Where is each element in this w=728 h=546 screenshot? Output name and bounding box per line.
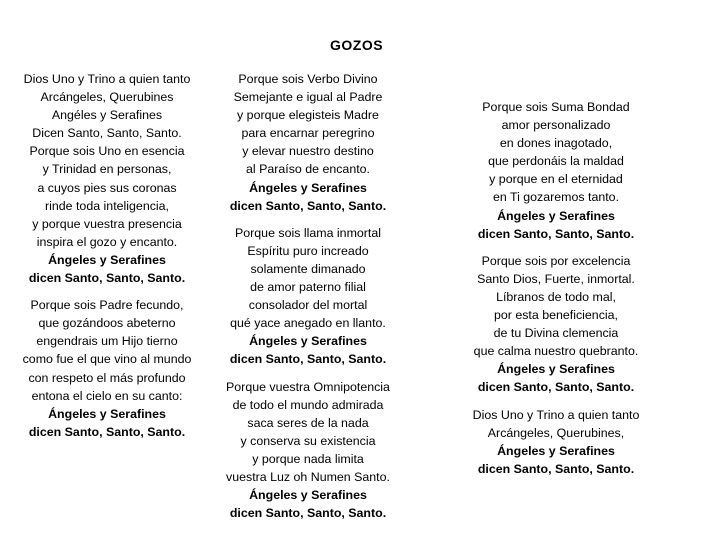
verse-line: Dicen Santo, Santo, Santo. [32, 126, 182, 141]
verse-line: de todo el mundo admirada [232, 397, 384, 412]
verse-line: Santo Dios, Fuerte, inmortal. [477, 271, 635, 286]
verse-line: Semejante e igual al Padre [233, 90, 383, 105]
verse-line: saca seres de la nada [247, 415, 369, 430]
stanza [22, 70, 192, 287]
refrain-line: dicen Santo, Santo, Santo. [28, 271, 186, 286]
verse-line: Porque sois Suma Bondad [482, 100, 630, 114]
refrain-line: Ángeles y Serafines [48, 252, 166, 267]
verse-line: Porque sois por excelencia [481, 253, 631, 268]
stanza [470, 406, 642, 478]
refrain-line: dicen Santo, Santo, Santo. [477, 226, 635, 241]
verse-line: a cuyos pies sus coronas [37, 180, 177, 195]
verse-line: amor personalizado [501, 118, 611, 133]
verse-line: Porque sois Padre fecundo, [30, 298, 184, 313]
verse-line: y porque nada limita [252, 451, 364, 466]
verse-line: Angéles y Serafines [51, 108, 163, 123]
verse-line: y Trinidad en personas, [42, 162, 172, 177]
verse-line: Porque sois llama inmortal [235, 225, 381, 240]
refrain-line: Ángeles y Serafines [497, 208, 615, 223]
refrain-line: dicen Santo, Santo, Santo. [28, 424, 186, 439]
refrain-line: Ángeles y Serafines [249, 180, 367, 195]
verse-line: vuestra Luz oh Numen Santo. [226, 469, 390, 484]
stanza [222, 378, 394, 523]
stanza [222, 70, 394, 215]
verse-line: que gozándoos abeterno [38, 316, 176, 331]
verse-line: en Ti gozaremos tanto. [492, 190, 620, 205]
verse-line: rinde toda inteligencia, [45, 198, 169, 213]
verse-line: consolador del mortal [248, 298, 368, 313]
refrain-line: Ángeles y Serafines [497, 362, 615, 377]
verse-line: para encarnar peregrino [241, 126, 375, 141]
refrain-line: dicen Santo, Santo, Santo. [477, 380, 635, 395]
verse-line: Porque sois Uno en esencia [29, 144, 185, 159]
verse-line: Líbranos de todo mal, [496, 289, 616, 304]
verse-line: al Paraíso de encanto. [246, 162, 370, 177]
refrain-line: Ángeles y Serafines [249, 488, 367, 503]
refrain-line: Ángeles y Serafines [497, 443, 615, 458]
verse-line: entona el cielo en su canto: [31, 388, 183, 403]
verse-line: Arcángeles, Querubines [40, 90, 174, 105]
verse-line: Porque sois Verbo Divino [238, 72, 378, 86]
verse-line: Porque vuestra Omnipotencia [226, 379, 390, 394]
verse-line: qué yace anegado en llanto. [230, 316, 386, 331]
verse-line: y conserva su existencia [240, 433, 376, 448]
stanza [222, 224, 394, 369]
verse-line: y elevar nuestro destino [242, 144, 374, 159]
verse-line: Arcángeles, Querubines, [487, 425, 625, 440]
document-title: GOZOS [330, 37, 384, 53]
column-2 [222, 70, 394, 531]
verse-line: Dios Uno y Trino a quien tanto [472, 407, 640, 422]
verse-line: Dios Uno y Trino a quien tanto [23, 72, 191, 86]
refrain-line: dicen Santo, Santo, Santo. [229, 352, 387, 367]
verse-line: por esta beneficiencia, [494, 308, 618, 323]
verse-line: y porque en el eternidad [489, 172, 623, 187]
column-3 [470, 98, 642, 487]
verse-line: y porque elegisteis Madre [237, 108, 379, 123]
verse-line: de tu Divina clemencia [493, 326, 619, 341]
verse-line: que calma nuestro quebranto. [473, 344, 639, 359]
refrain-line: dicen Santo, Santo, Santo. [229, 506, 387, 521]
refrain-line: dicen Santo, Santo, Santo. [229, 198, 387, 213]
verse-line: de amor paterno filial [250, 280, 366, 295]
verse-line: en dones inagotado, [499, 136, 613, 151]
stanza [22, 296, 192, 441]
verse-line: Espíritu puro increado [247, 243, 369, 258]
verse-line: que perdonáis la maldad [488, 154, 624, 169]
verse-line: inspira el gozo y encanto. [36, 234, 178, 249]
column-1 [22, 70, 192, 450]
verse-line: engendrais um Hijo tierno [36, 334, 178, 349]
stanza [470, 252, 642, 397]
verse-line: como fue el que vino al mundo [22, 352, 192, 367]
refrain-line: Ángeles y Serafines [249, 334, 367, 349]
verse-line: solamente dimanado [250, 261, 366, 276]
refrain-line: Ángeles y Serafines [48, 406, 166, 421]
refrain-line: dicen Santo, Santo, Santo. [477, 461, 635, 476]
stanza [470, 98, 642, 243]
verse-line: y porque vuestra presencia [32, 216, 182, 231]
verse-line: con respeto el más profundo [28, 370, 186, 385]
